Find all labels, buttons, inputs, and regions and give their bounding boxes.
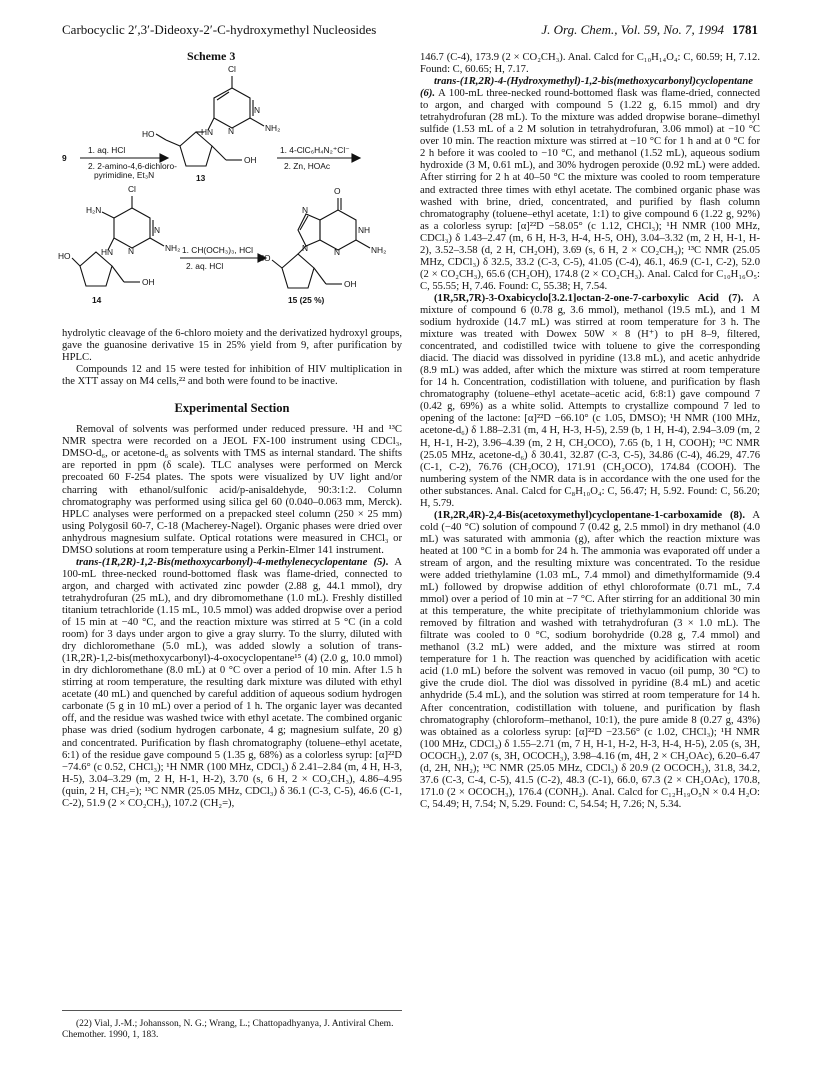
paragraph-compound-7 bbox=[420, 293, 760, 510]
compound-8-heading: (1R,2R,4R)-2,4-Bis(acetoxymethyl)cyclopentane-1-carboxamide (8). bbox=[434, 509, 745, 521]
journal-name: J. Org. Chem., Vol. 59, No. 7, 1994 bbox=[541, 22, 724, 37]
scheme-title: Scheme 3 bbox=[187, 49, 236, 63]
paragraph-hydrolytic: hydrolytic cleavage of the 6-chloro moiety and the derivatized hydroxyl groups, gave the guanosine derivative 15 in 25% yield from 9, after purification by HPLC. bbox=[62, 328, 402, 364]
paragraph-compound-5-cont: 146.7 (C-4), 173.9 (2 × CO₂CH₃). Anal. Calcd for C₁₀H₁₄O₄: C, 60.59; H, 7.12. Found: C, 60.65; H, 7.17. bbox=[420, 52, 760, 76]
nh2-label-14: NH₂ bbox=[165, 243, 181, 253]
n-label-14b: N bbox=[128, 246, 135, 256]
n-label-13b: N bbox=[228, 126, 235, 136]
cyclopentane-14 bbox=[80, 252, 112, 286]
compound-7-heading: (1R,5R,7R)-3-Oxabicyclo[3.2.1]octan-2-one-7-carboxylic Acid (7). bbox=[434, 292, 744, 304]
n-label-14a: N bbox=[154, 225, 161, 235]
scheme-3 bbox=[58, 49, 402, 322]
pyrimidine-ring-14 bbox=[114, 208, 150, 248]
compound-13-label: 13 bbox=[196, 173, 206, 183]
journal-citation bbox=[541, 22, 758, 38]
nh2-label-13: NH₂ bbox=[265, 123, 281, 133]
step3-reagent-a: 1. CH(OCH₃)₃, HCl bbox=[182, 245, 254, 255]
nh-label-15: NH bbox=[358, 225, 371, 235]
ho-label-14: HO bbox=[58, 251, 71, 261]
hn-label-13: HN bbox=[201, 127, 214, 137]
left-column bbox=[58, 49, 402, 810]
nh2-label-15: NH₂ bbox=[371, 245, 387, 255]
running-header bbox=[62, 22, 758, 42]
step2-reagent-b: 2. Zn, HOAc bbox=[284, 161, 331, 171]
page-number: 1781 bbox=[732, 22, 758, 37]
compound-14-label: 14 bbox=[92, 295, 102, 305]
footnote-22: (22) Vial, J.-M.; Johansson, N. G.; Wrang, L.; Chattopadhyanya, J. Antiviral Chem. Chemother. 1990, 1, 183. bbox=[62, 1019, 394, 1040]
ho-label-13: HO bbox=[142, 129, 155, 139]
step1-reagent-b: 2. 2-amino-4,6-dichloro- bbox=[88, 161, 177, 171]
compound-5-body: A 100-mL three-necked round-bottomed flask was flame-dried, connected to argon, and charged with activated zinc powder (2.88 g, 44.1 mmol), dry tetrahydrofuran (25 mL), and dry dibromomethane (1.0 mL). Freshly distilled titanium tetrachloride (1.15 mL, 10.5 mmol) was added dropwise over a period of 15 min at −40 °C, and the reaction mixture was stirred at 5 °C (in a cold room) for 3 days under argon to give a gray slurry. To the slurry, diluted with dry dichloromethane (5.0 mL), was added slowly a solution of trans-(1R,2R)-1,2-bis(methoxycarbonyl)-4-oxocyclopentane¹⁵ (4) (2.0 g, 10.0 mmol) in dry dichloromethane (8.0 mL) at 0 °C over a period of 10 min. After 1.5 h stirring at room temperature, the resulting dark mixture was diluted with ethyl acetate (40 mL) and quenched by careful addition of aqueous sodium hydrogen carbonate (5 g in 10 mL) over a period of 1 h. The organic layer was decanted off, and the residue was washed twice with ethyl acetate. The combined organic phase was dried (sodium hydrogen carbonate, 4 g; magnesium sulfate, 20 g) and concentrated. Purification by flash chromatography (toluene–ethyl acetate, 6:1) of the residue gave compound 5 (1.35 g, 68%) as a colorless syrup: [α]²²D −74.6° (c 0.52, CHCl₃); ¹H NMR (100 MHz, CDCl₃) δ 2.41–2.84 (m, 4 H, H-3, H-5), 3.04–3.29 (m, 2 H, H-1, H-2), 3.70 (s, 6 H, 2 × CO₂CH₃), 4.86–4.95 (quin, 2 H, CH₂=); ¹³C NMR (25.05 MHz, CDCl₃) δ 36.1 (C-3, C-5), 46.6 (C-1, C-2), 51.9 (2 × CO₂CH₃), 107.2 (CH₂=), bbox=[62, 556, 402, 809]
footnote bbox=[62, 1010, 402, 1041]
purine-six-ring-15 bbox=[320, 210, 356, 250]
paragraph-compound-8 bbox=[420, 510, 760, 811]
compound-6-body: A 100-mL three-necked round-bottomed flask was flame-dried, connected to argon, and charged with compound 5 (1.22 g, 6.15 mmol) and dry tetrahydrofuran (28 mL). To the mixture was added dropwise borane–dimethyl sulfide (1.53 mL of a 2 M solution in tetrahydrofuran, 3.06 mmol) at −10 °C over 10 min. The reaction mixture was stirred at −10 °C for 1 h and at 0 °C for 2 h before it was cooled to −10 °C, and methanol (1.52 mL), aqueous sodium hydroxide (3 M, 0.61 mL), and 30% hydrogen peroxide (0.92 mL) were added. After stirring for 2 h at 40–50 °C the mixture was cooled to room temperature and extracted three times with ethyl acetate. The combined organic phase was washed with brine, dried, concentrated, and purified by flash column chromatography (toluene–ethyl acetate, 1:1) to give compound 6 (1.22 g, 92%) as a colorless syrup: [α]²²D −58.05° (c 1.12, CHCl₃); ¹H NMR (100 MHz, CDCl₃) δ 1.43–2.47 (m, 6 H, H-3, H-4, H-5, OH), 3.04–3.32 (m, 2 H, H-1, H-2), 3.52–3.58 (d, 2 H, CH₂OH), 3.69 (s, 6 H, 2 × CO₂CH₃); ¹³C NMR (25.05 MHz, CDCl₃) δ 32.5, 33.2 (C-3, C-5), 41.05 (C-4), 46.1, 46.9 (C-1, C-2), 52.0 (2 × CO₂CH₃), 65.6 (CH₂OH), 174.8 (2 × CO₂CH₃). Anal. Calcd for C₁₀H₁₆O₅: C, 55.55; H, 7.46. Found: C, 55.38; H, 7.54. bbox=[420, 88, 760, 292]
step3-reagent-b: 2. aq. HCl bbox=[186, 261, 224, 271]
step2-reagent-a: 1. 4-ClC₆H₄N₂⁺Cl⁻ bbox=[280, 145, 350, 155]
section-heading: Experimental Section bbox=[174, 401, 290, 416]
n-label-15a: N bbox=[334, 247, 341, 257]
compound-8-body: A cold (−40 °C) solution of compound 7 (0.42 g, 2.5 mmol) in dry methanol (4.0 mL) was saturated with ammonia (g), after which the reaction mixture was heated at 100 °C in a bomb for 24 h. The ammonia was evaporated off under a stream of argon, and the resulting mixture was concentrated. To the residue were added triethylamine (1.03 mL, 7.4 mmol) and dimethylformamide (9.4 mL) followed by dropwise addition of ethyl chloroformate (0.71 mL, 7.4 mmol) over a period of 10 min at −7 °C. After stirring for an additional 30 min at this temperature, the white precipitate of triethylammonium chloride was removed by filtration and washed with tetrahydrofuran (3 × 1.0 mL). The filtrate was cooled to 0 °C, sodium borohydride (0.28 g, 7.4 mmol) and methanol (3.2 mL) were added, and the mixture was stirred at room temperature for 1 h. The reaction was quenched by acidification with acetic acid (1.0 mL) before the solvent was removed in vacuo (oil pump, 30 °C) to give the crude diol. The diol was dissolved in pyridine (8.4 mL) and acetic anhydride (5.4 mL), and the solution was stirred at room temperature for 14 h. After concentration, codistillation with toluene, and purification by flash chromatography (chloroform–methanol, 10:1), the pure amide 8 (0.27 g, 43%) was obtained as a colorless syrup: [α]²²D −23.56° (c 1.02, CHCl₃); ¹H NMR (100 MHz, CDCl₃) δ 1.55–2.71 (m, 7 H, H-1, H-2, H-3, H-4, H-5), 2.05 (s, 3H, OCOCH₃), 2.07 (s, 3H, OCOCH₃), 3.98–4.16 (m, 4H, 2 × CH₂OAc), 6.20–6.47 (d, 2H, NH₂); ¹³C NMR (25.05 MHz, CDCl₃) δ 20.9 (2 OCOCH₃), 31.8, 34.2, 37.6 (C-3, C-4, C-5), 41.5 (C-2), 48.3 (C-1), 66.0, 67.3 (2 × CH₂OAc), 170.8, 171.0 (2 × OCOCH₃), 176.4 (CONH₂). Anal. Calcd for C₁₂H₁₉O₅N × 0.4 H₂O: C, 54.49; H, 7.54; N, 5.29. Found: C, 54.54; H, 7.26; N, 5.34. bbox=[420, 509, 760, 810]
cyclopentane-13 bbox=[180, 132, 212, 166]
cl-label-14: Cl bbox=[128, 184, 136, 194]
pyrimidine-ring-13 bbox=[214, 88, 250, 128]
step1-reagent-a: 1. aq. HCl bbox=[88, 145, 126, 155]
compound-7-body: A mixture of compound 6 (0.78 g, 3.6 mmol), methanol (19.5 mL), and 1 M sodium hydroxide (14.7 mL) was stirred at room temperature for 3 h. The mixture was treated with Dowex 50W × 8 (H⁺) to pH 8–9, filtered, concentrated, and codistilled twice with toluene to give the corresponding diacid. The diacid was dissolved in pyridine (13.8 mL), and acetic anhydride (8.9 mL) was added, after which the mixture was stirred at room temperature for 14 h. Concentration, codistillation with toluene, and purification by flash chromatography (toluene–ethyl acetate–acetic acid, 6:8:1) gave compound 7 (0.42 g, 69%) as a white solid. Attempts to crystallize compound 7 led to opening of the lactone: [α]²²D −66.10° (c 1.05, DMSO); ¹H NMR (100 MHz, acetone-d₆) δ 1.88–2.31 (m, 4 H, H-3, H-5), 2.59 (b, 1 H, H-4), 2.94–3.09 (m, 2 H, H-1, H-2), 3.96–4.39 (m, 2 H, CH₂OCO), 7.65 (b, 1 H, COOH); ¹³C NMR (25.05 MHz, acetone-d₆) δ 30.41, 32.87 (C-3, C-5), 34.86 (C-4), 46.29, 47.76 (C-1, C-2), 76.76 (CH₂OCO), 171.91 (CH₂OCO), 174.84 (COOH). The numbering system of the NMR data is in accordance with the one used for the other substances. Anal. Calcd for C₈H₁₀O₄: C, 56.47; H, 5.92. Found: C, 56.20; H, 5.79. bbox=[420, 292, 761, 509]
paragraph-compound-5 bbox=[62, 557, 402, 810]
running-title: Carbocyclic 2′,3′-Dideoxy-2′-C-hydroxymethyl Nucleosides bbox=[62, 22, 377, 37]
n-label-15b: N bbox=[302, 205, 309, 215]
paragraph-compound-6 bbox=[420, 76, 760, 293]
paragraph-general-methods: Removal of solvents was performed under reduced pressure. ¹H and ¹³C NMR spectra were recorded on a JEOL FX-100 instrument using CDCl₃, DMSO-d₆, or acetone-d₆ as solvents with TMS as internal standard. The shifts are reported in ppm (δ scale). TLC analyses were performed on Merck precoated 60 F-254 plates. The spots were visualized by UV light and/or charring with ethanol/sulfonic acid/p-anisaldehyde, 90:3:1:2. Column chromatography was performed using silica gel 60 (0.040–0.063 mm, Merck). HPLC analyses were performed on a prepacked steel column (250 × 25 mm) using Polygosil 60-7, C-18 (Macherey-Nagel). Organic phases were dried over anhydrous magnesium sulfate. Optical rotations were measured in CHCl₃ or DMSO solutions at room temperature using a Perkin-Elmer 141 instrument. bbox=[62, 424, 402, 556]
hn-label-14: HN bbox=[101, 247, 114, 257]
h2n-label-14: H₂N bbox=[86, 205, 102, 215]
compound-6-heading: trans-(1R,2R)-4-(Hydroxymethyl)-1,2-bis(methoxycarbonyl)cyclopentane (6). bbox=[420, 76, 753, 100]
n-label-13a: N bbox=[254, 105, 261, 115]
n-label-15c: N bbox=[302, 243, 309, 253]
o-label-15: O bbox=[334, 186, 341, 196]
oh-label-14: OH bbox=[142, 277, 155, 287]
right-column bbox=[420, 52, 760, 811]
ho-label-15: HO bbox=[258, 253, 271, 263]
cyclopentane-15 bbox=[282, 254, 314, 288]
compound-9-label: 9 bbox=[62, 153, 67, 163]
step1-reagent-c: pyrimidine, Et₃N bbox=[94, 170, 155, 180]
cl-label-13: Cl bbox=[228, 64, 236, 74]
compound-15-label: 15 (25 %) bbox=[288, 295, 325, 305]
paragraph-hiv-test: Compounds 12 and 15 were tested for inhibition of HIV multiplication in the XTT assay on M4 cells,²² and both were found to be inactive. bbox=[62, 364, 402, 388]
purine-five-ring-15 bbox=[298, 214, 320, 246]
oh-label-13: OH bbox=[244, 155, 257, 165]
oh-label-15: OH bbox=[344, 279, 357, 289]
compound-5-heading: trans-(1R,2R)-1,2-Bis(methoxycarbonyl)-4-methylenecyclopentane (5). bbox=[76, 556, 389, 568]
